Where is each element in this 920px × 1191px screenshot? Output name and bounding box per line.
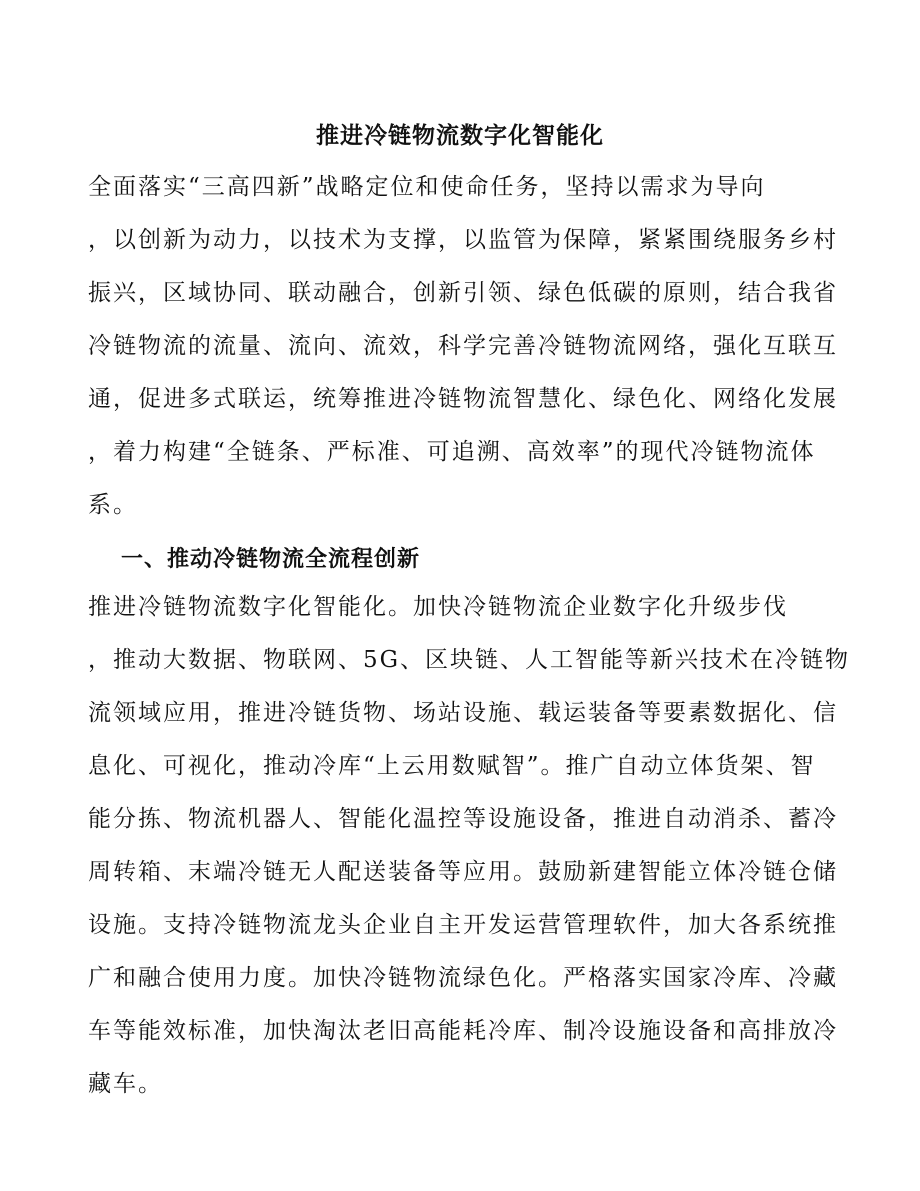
- document-title: 推进冷链物流数字化智能化: [316, 123, 604, 149]
- section-heading: 一、推动冷链物流全流程创新: [121, 547, 421, 572]
- paragraph-line: ，着力构建“全链条、严标准、可追溯、高效率”的现代冷链物流体: [88, 439, 816, 465]
- paragraph-line: 系。: [88, 492, 138, 518]
- paragraph-line: 设施。支持冷链物流龙头企业自主开发运营管理软件，加大各系统推: [88, 912, 838, 938]
- paragraph-line: 全面落实“三高四新”战略定位和使命任务，坚持以需求为导向: [88, 174, 766, 200]
- paragraph-line: ，以创新为动力，以技术为支撑，以监管为保障，紧紧围绕服务乡村: [88, 227, 838, 253]
- paragraph-line: 能分拣、物流机器人、智能化温控等设施设备，推进自动消杀、蓄冷: [88, 806, 838, 832]
- paragraph-line: 广和融合使用力度。加快冷链物流绿色化。严格落实国家冷库、冷藏: [88, 965, 838, 991]
- paragraph-line: 藏车。: [88, 1071, 163, 1097]
- paragraph-line: ，推动大数据、物联网、5G、区块链、人工智能等新兴技术在冷链物: [88, 647, 851, 673]
- paragraph-line: 冷链物流的流量、流向、流效，科学完善冷链物流网络，强化互联互: [88, 333, 838, 359]
- section-paragraph: [88, 581, 851, 1111]
- paragraph-line: 息化、可视化，推动冷库“上云用数赋智”。推广自动立体货架、智: [88, 753, 816, 779]
- paragraph-line: 推进冷链物流数字化智能化。加快冷链物流企业数字化升级步伐: [88, 594, 788, 620]
- paragraph-line: 周转箱、末端冷链无人配送装备等应用。鼓励新建智能立体冷链仓储: [88, 859, 838, 885]
- intro-paragraph: [88, 161, 838, 532]
- paragraph-line: 振兴，区域协同、联动融合，创新引领、绿色低碳的原则，结合我省: [88, 280, 838, 306]
- paragraph-line: 通，促进多式联运，统筹推进冷链物流智慧化、绿色化、网络化发展: [88, 386, 838, 412]
- paragraph-line: 流领域应用，推进冷链货物、场站设施、载运装备等要素数据化、信: [88, 700, 838, 726]
- paragraph-line: 车等能效标准，加快淘汰老旧高能耗冷库、制冷设施设备和高排放冷: [88, 1018, 838, 1044]
